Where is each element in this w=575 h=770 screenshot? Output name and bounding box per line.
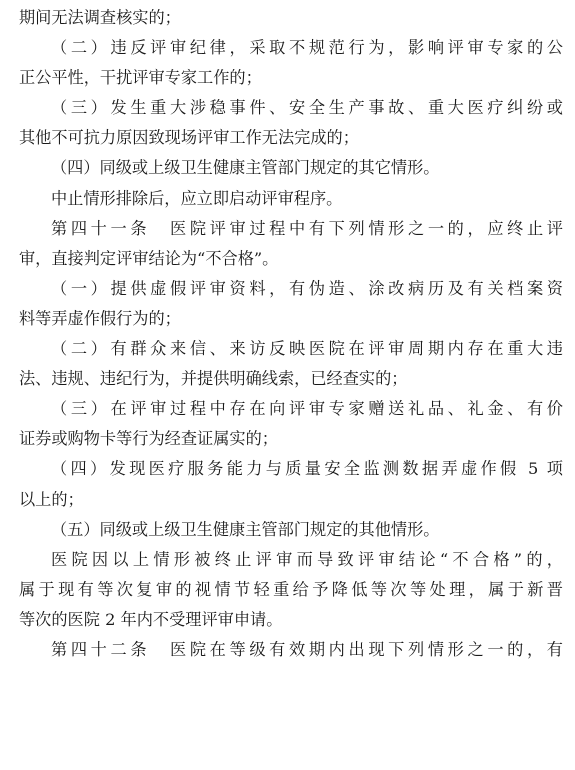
text-line: （四）同级或上级卫生健康主管部门规定的其它情形。 xyxy=(51,158,440,178)
text-line: （一）提供虚假评审资料，有伪造、涂改病历及有关档案资 xyxy=(51,278,563,298)
text-line: 法、违规、违纪行为，并提供明确线索，已经查实的； xyxy=(19,369,408,389)
text-line: 其他不可抗力原因致现场评审工作无法完成的； xyxy=(19,128,359,148)
text-line: 审，直接判定评审结论为“不合格”。 xyxy=(19,248,279,268)
text-line: 正公平性，干扰评审专家工作的； xyxy=(19,68,262,88)
text-line: （五）同级或上级卫生健康主管部门规定的其他情形。 xyxy=(51,519,440,539)
text-line: 等次的医院 2 年内不受理评审申请。 xyxy=(19,609,283,629)
article-heading-line: 第四十一条 医院评审过程中有下列情形之一的，应终止评 xyxy=(51,218,563,238)
text-line: （四）发现医疗服务能力与质量安全监测数据弄虚作假 5 项 xyxy=(51,459,563,479)
text-line: 以上的； xyxy=(19,489,84,509)
text-line: 中止情形排除后，应立即启动评审程序。 xyxy=(51,188,343,208)
text-line: （三）发生重大涉稳事件、安全生产事故、重大医疗纠纷或 xyxy=(51,98,563,118)
text-line: 属于现有等次复审的视情节轻重给予降低等次等处理，属于新晋 xyxy=(19,579,563,599)
text-line: 医院因以上情形被终止评审而导致评审结论“不合格”的， xyxy=(51,549,563,569)
text-line: 料等弄虚作假行为的； xyxy=(19,308,181,328)
text-line: （二）有群众来信、来访反映医院在评审周期内存在重大违 xyxy=(51,339,563,359)
text-line: （二）违反评审纪律，采取不规范行为，影响评审专家的公 xyxy=(51,38,563,58)
text-line: 期间无法调查核实的； xyxy=(19,8,181,27)
article-heading-line: 第四十二条 医院在等级有效期内出现下列情形之一的，有 xyxy=(51,639,563,659)
text-line: （三）在评审过程中存在向评审专家赠送礼品、礼金、有价 xyxy=(51,399,563,419)
text-line: 证券或购物卡等行为经查证属实的； xyxy=(19,429,278,449)
